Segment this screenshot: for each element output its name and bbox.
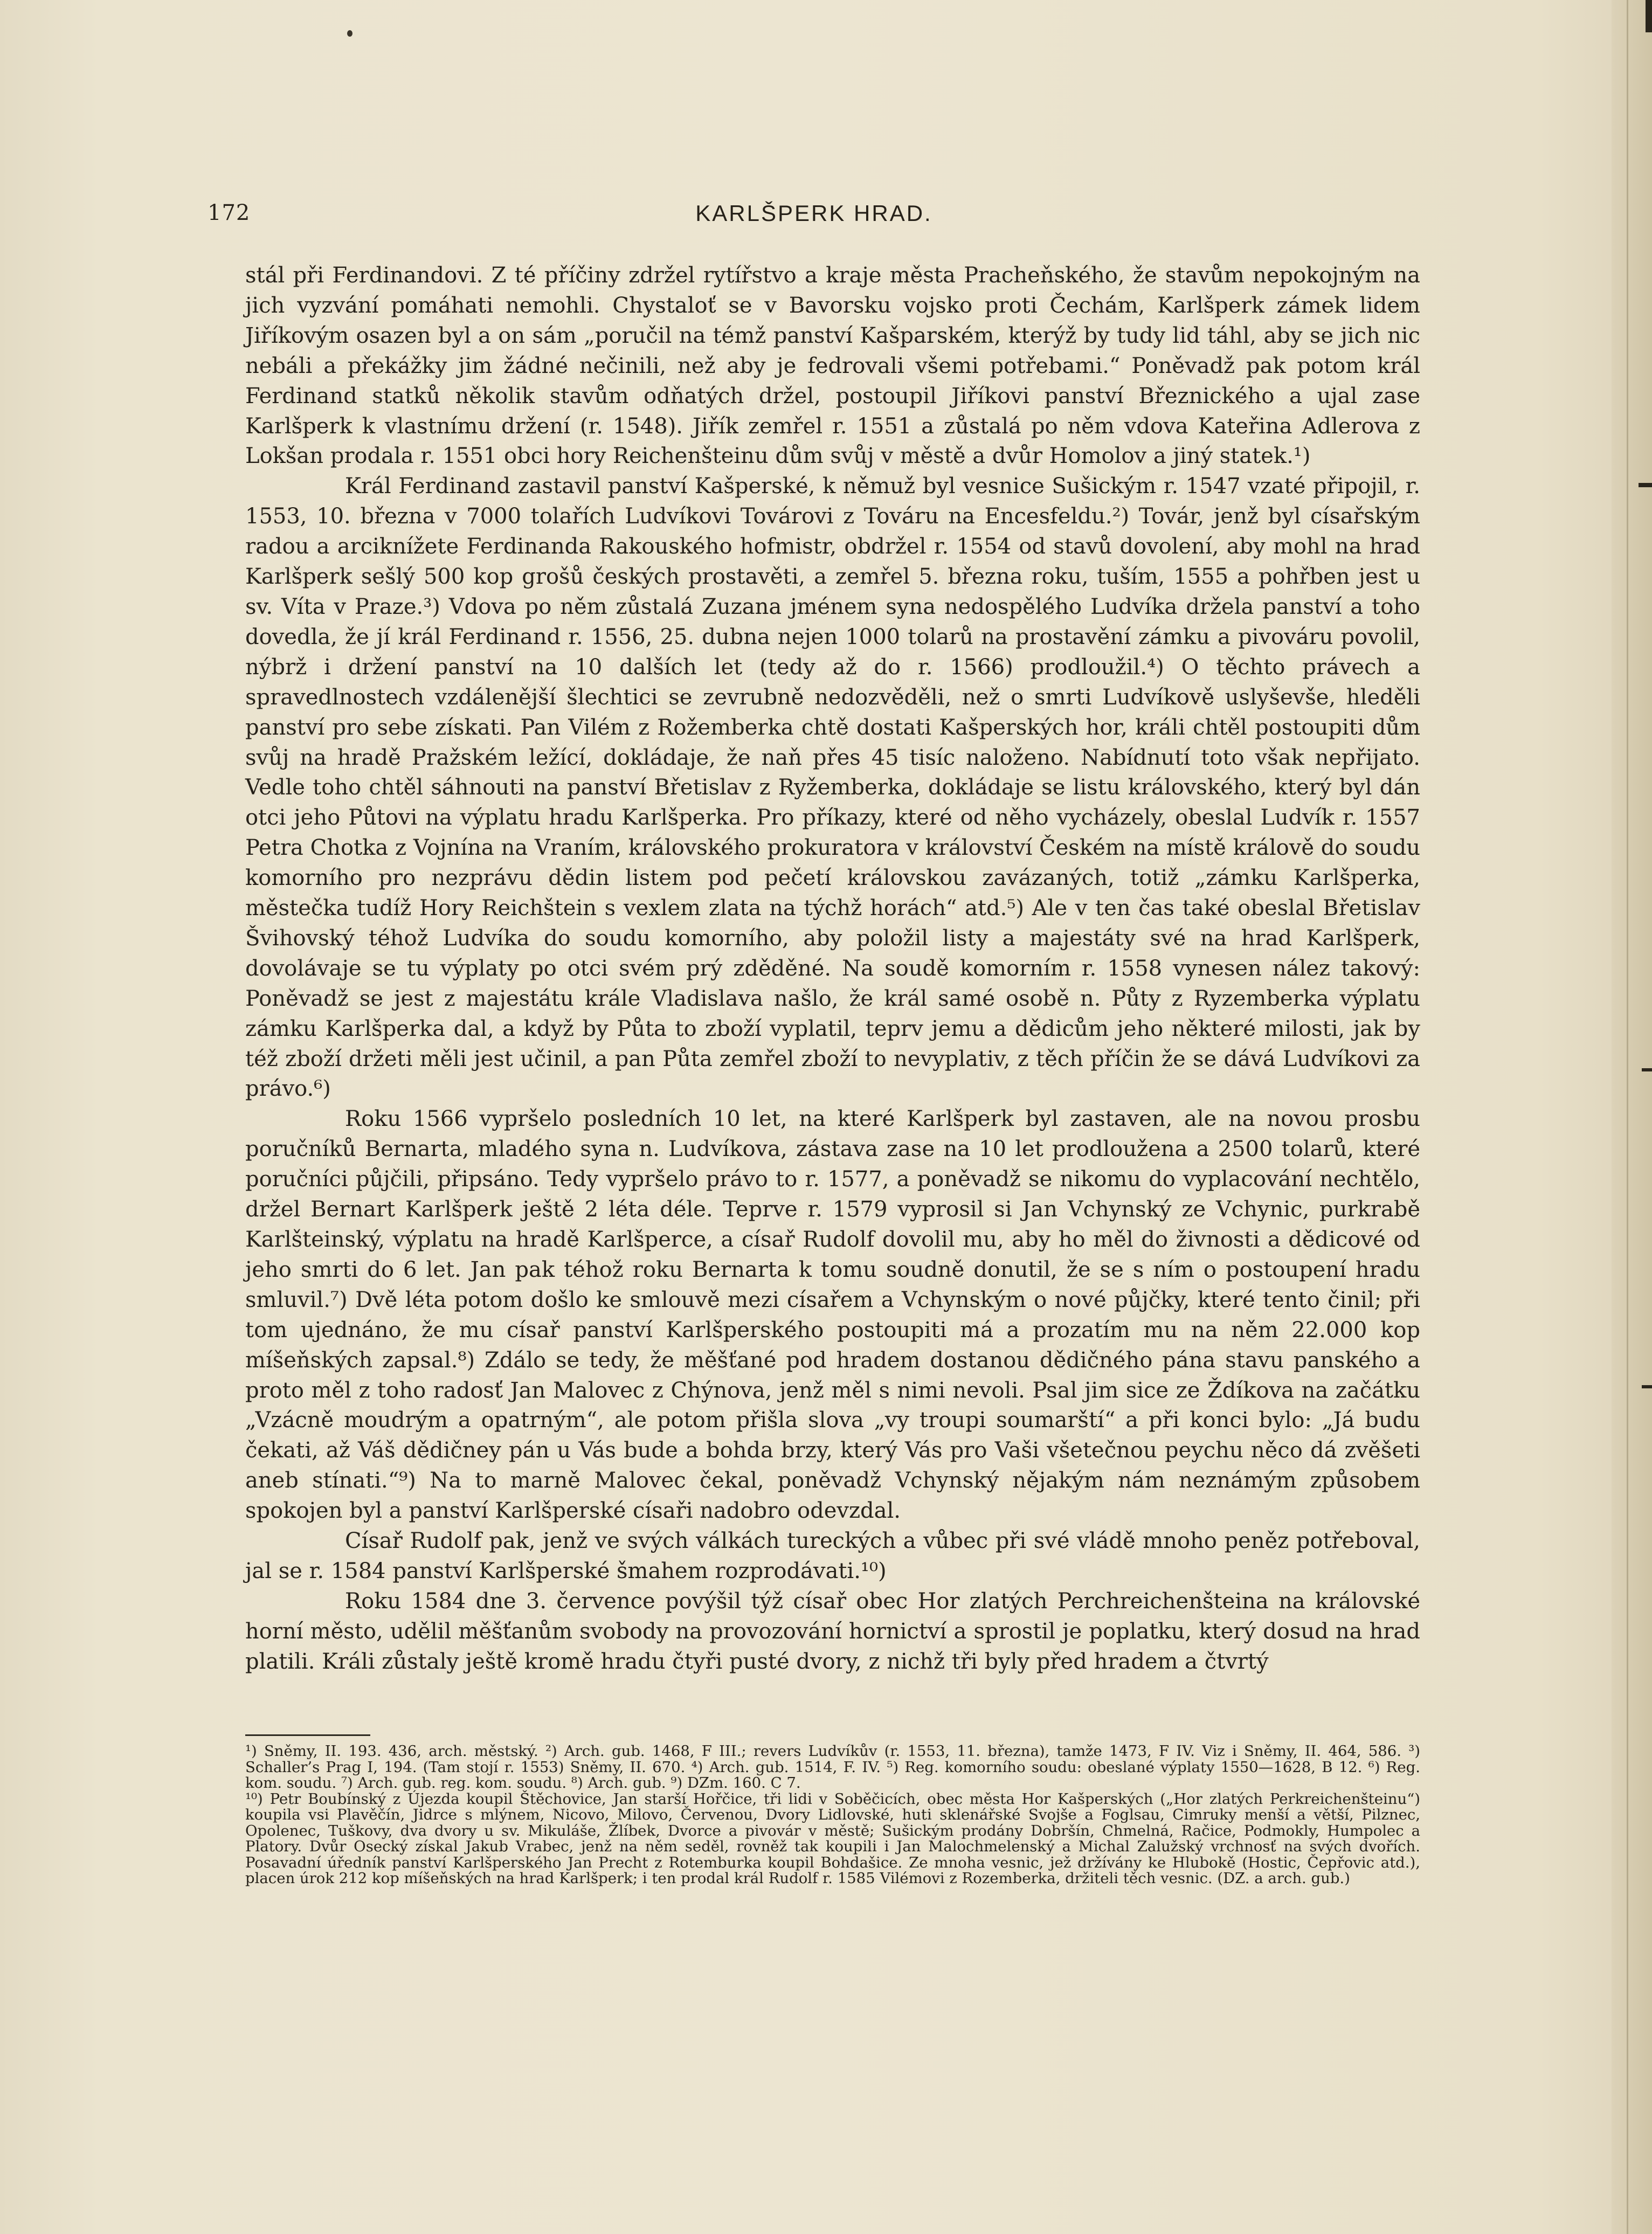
page-number: 172 [208,200,251,225]
main-text [245,261,1420,1677]
margin-mark [1639,483,1652,487]
footnote-rule [245,1734,370,1736]
paragraph: Císař Rudolf pak, jenž ve svých válkách tureckých a vůbec při své vládě mnoho peněz potřeboval, jal se r. 1584 panství Karlšperské šmahem rozprodávati.¹⁰) [245,1528,1420,1583]
scan-corner-mark [1646,0,1652,32]
paragraph: Roku 1584 dne 3. července povýšil týž císař obec Hor zlatých Perchreichenšteina na královské horní město, udělil měšťanům svobody na provozování hornictví a sprostil je poplatku, který dosud na hrad platili. Králi zůstaly ještě kromě hradu čtyři pusté dvory, z nichž tři byly před hradem a čtvrtý [245,1588,1420,1674]
ink-speck [347,30,352,37]
margin-mark [1642,1385,1652,1388]
running-title: KARLŠPERK HRAD. [695,200,932,226]
margin-mark [1642,1068,1652,1071]
footnotes [245,1744,1420,1887]
page-header [208,200,1420,233]
paragraph: Roku 1566 vypršelo posledních 10 let, na které Karlšperk byl zastaven, ale na novou prosbu poručníků Bernarta, mladého syna n. Ludvíkova, zástava zase na 10 let prodloužena a 2500 tolarů, které poručníci půjčili, připsáno. Tedy vypršelo právo to r. 1577, a poněvadž se nikomu do vyplacování nechtělo, držel Bernart Karlšperk ještě 2 léta déle. Teprve r. 1579 vyprosil si Jan Vchynský ze Vchynic, purkrabě Karlšteinský, výplatu na hradě Karlšperce, a císař Rudolf dovolil mu, aby ho měl do živnosti a dědicové od jeho smrti do 6 let. Jan pak téhož roku Bernarta k tomu soudně donutil, že se s ním o postoupení hradu smluvil.⁷) Dvě léta potom došlo ke smlouvě mezi císařem a Vchynským o nové půjčky, které tento činil; při tom ujednáno, že mu císař panství Karlšperského postoupiti má a prozatím mu na něm 22.000 kop míšeňských zapsal.⁸) Zdálo se tedy, že měšťané pod hradem dostanou dědičného pána stavu panského a proto měl z toho radosť Jan Malovec z Chýnova, jenž měl s nimi nevoli. Psal jim sice ze Ždíkova na začátku „Vzácně moudrým a opatrným“, ale potom přišla slova „vy troupi soumarští“ a při konci bylo: „Já budu čekati, až Váš dědičney pán u Vás bude a bohda brzy, který Vás pro Vaši všetečnou peychu něco dá zvěšeti aneb stínati.“⁹) Na to marně Malovec čekal, poněvadž Vchynský nějakým nám neznámým způsobem spokojen byl a panství Karlšperské císaři nadobro odevzdal. [245,1106,1420,1524]
footnote: ¹) Sněmy, II. 193. 436, arch. městský. ²) Arch. gub. 1468, F III.; revers Ludvíkův (r. 1553, 11. března), tamže 1473, F IV. Viz i Sněmy, II. 464, 586. ³) Schaller’s Prag I, 194. (Tam stojí r. 1553) Sněmy, II. 670. ⁴) Arch. gub. 1514, F. IV. ⁵) Reg. komorního soudu: obeslané výplaty 1550—1628, B 12. ⁶) Reg. kom. soudu. ⁷) Arch. gub. reg. kom. soudu. ⁸) Arch. gub. ⁹) DZm. 160. C 7. [245,1742,1420,1792]
paragraph: stál při Ferdinandovi. Z té příčiny zdržel rytířstvo a kraje města Pracheňského, že stavům nepokojným na jich vyzvání pomáhati nemohli. Chystaloť se v Bavorsku vojsko proti Čechám, Karlšperk zámek lidem Jiříkovým osazen byl a on sám „poručil na témž panství Kašparském, kterýž by tudy lid táhl, aby se jich nic nebáli a překážky jim žádné nečinili, než aby je fedrovali všemi potřebami.“ Poněvadž pak potom král Ferdinand statků několik stavům odňatých držel, postoupil Jiříkovi panství Březnického a ujal zase Karlšperk k vlastnímu držení (r. 1548). Jiřík zemřel r. 1551 a zůstalá po něm vdova Kateřina Adlerova z Lokšan prodala r. 1551 obci hory Reichenšteinu dům svůj v městě a dvůr Homolov a jiný statek.¹) [245,263,1420,469]
book-gutter-edge [1612,0,1652,2234]
paragraph: Král Ferdinand zastavil panství Kašperské, k němuž byl vesnice Sušickým r. 1547 vzaté připojil, r. 1553, 10. března v 7000 tolařích Ludvíkovi Továrovi z Továru na Encesfeldu.²) Továr, jenž byl císařským radou a arciknížete Ferdinanda Rakouského hofmistr, obdržel r. 1554 od stavů dovolení, aby mohl na hrad Karlšperk sešlý 500 kop grošů českých prostavěti, a zemřel 5. března roku, tuším, 1555 a pohřben jest u sv. Víta v Praze.³) Vdova po něm zůstalá Zuzana jménem syna nedospělého Ludvíka držela panství a toho dovedla, že jí král Ferdinand r. 1556, 25. dubna nejen 1000 tolarů na prostavění zámku a pivováru povolil, nýbrž i držení panství na 10 dalších let (tedy až do r. 1566) prodloužil.⁴) O těchto právech a spravedlnostech vzdálenější šlechtici se zevrubně nedozvěděli, než o smrti Ludvíkově uslyševše, hleděli panství pro sebe získati. Pan Vilém z Rožemberka chtě dostati Kašperských hor, králi chtěl postoupiti dům svůj na hradě Pražském ležící, dokládaje, že naň přes 45 tisíc naloženo. Nabídnutí toto však nepřijato. Vedle toho chtěl sáhnouti na panství Břetislav z Ryžemberka, dokládaje se listu královského, který byl dán otci jeho Půtovi na výplatu hradu Karlšperka. Pro příkazy, které od něho vycházely, obeslal Ludvík r. 1557 Petra Chotka z Vojnína na Vraním, královského prokuratora v království Českém na místě králově do soudu komorního pro nezprávu dědin listem pod pečetí královskou zavázaných, totiž „zámku Karlšperka, městečka tudíž Hory Reichštein s vexlem zlata na týchž horách“ atd.⁵) Ale v ten čas také obeslal Břetislav Švihovský téhož Ludvíka do soudu komorního, aby položil listy a majestáty své na hrad Karlšperk, dovolávaje se tu výplaty po otci svém prý zděděné. Na soudě komorním r. 1558 vynesen nález takový: Poněvadž se jest z majestátu krále Vladislava našlo, že král samé osobě n. Půty z Ryzemberka výplatu zámku Karlšperka dal, a když by Půta to zboží vyplatil, teprv jemu a dědicům jeho některé milosti, jak by též zboží držeti měli jest učinil, a pan Půta zemřel zboží to nevyplativ, z těch příčin že se dává Ludvíkovi za právo.⁶) [245,474,1420,1102]
footnote: ¹⁰) Petr Boubínský z Újezda koupil Štěchovice, Jan starší Hořčice, tři lidi v Soběčicích, obec města Hor Kašperských („Hor zlatých Perkreichenšteinu“) koupila vsi Plavěčín, Jidrce s mlýnem, Nicovo, Milovo, Červenou, Dvory Lidlovské, huti sklenářské Svojše a Foglsau, Cimruky menší a větší, Pilznec, Opolenec, Tuškovy, dva dvory u sv. Mikuláše, Žlíbek, Dvorce a pivovár v městě; Sušickým prodány Dobršín, Chmelná, Račice, Podmokly, Humpolec a Platory. Dvůr Osecký získal Jakub Vrabec, jenž na něm seděl, rovněž tak koupili i Jan Malochmelenský a Michal Zalužský vrchnosť na svých dvořích. Posavadní úředník panství Karlšperského Jan Precht z Rotemburka koupil Bohdašice. Ze mnoha vesnic, jež držívány ke Hlubokě (Hostic, Čepřovic atd.), placen úrok 212 kop míšeňských na hrad Karlšperk; i ten prodal král Rudolf r. 1585 Vilémovi z Rozemberka, držiteli těch vesnic. (DZ. a arch. gub.) [245,1790,1420,1887]
